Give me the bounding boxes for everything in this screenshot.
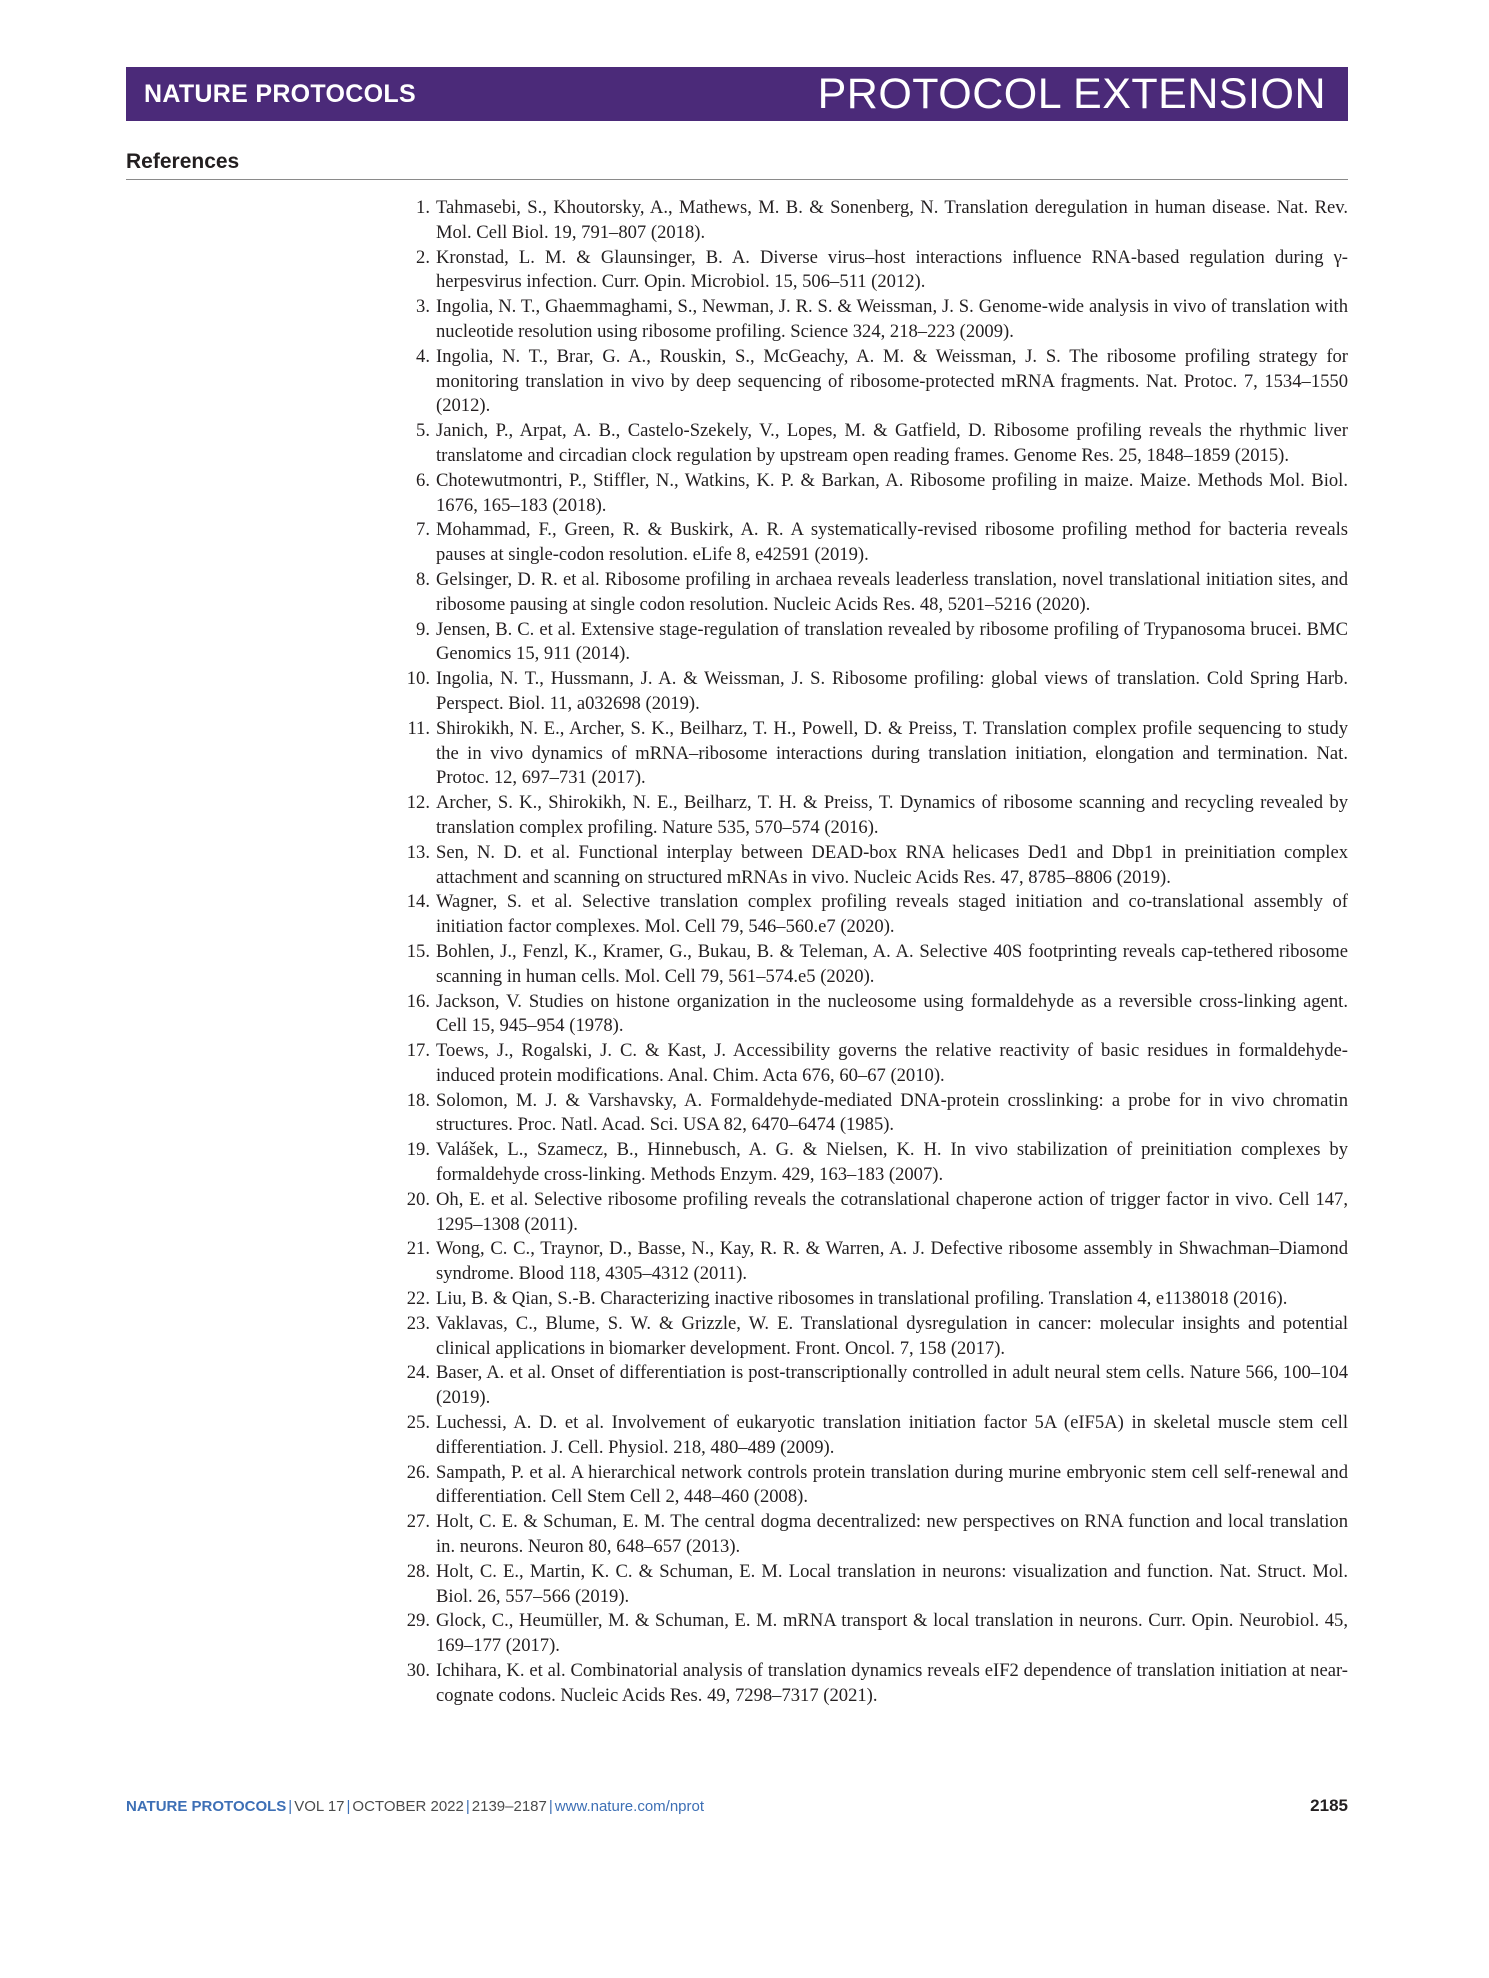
reference-text: Janich, P., Arpat, A. B., Castelo-Szekely, V., Lopes, M. & Gatfield, D. Ribosome profiling reveals the rhythmic liver translatome and circadian clock regulation by upstream open reading frames. Genome Res. 25, 1848–1859 (2015). bbox=[436, 420, 1348, 466]
reference-number: 7. bbox=[416, 519, 430, 541]
footer-citation: NATURE PROTOCOLS | VOL 17 | OCTOBER 2022 | 2139–2187 | www.nature.com/nprot bbox=[126, 1798, 705, 1815]
page-number: 2185 bbox=[1310, 1796, 1348, 1815]
reference-text: Glock, C., Heumüller, M. & Schuman, E. M. mRNA transport & local translation in neurons. Curr. Opin. Neurobiol. 45, 169–177 (2017). bbox=[436, 1610, 1348, 1657]
footer-pages: 2139–2187 bbox=[471, 1798, 547, 1815]
reference-number: 20. bbox=[406, 1188, 430, 1210]
reference-number: 14. bbox=[406, 891, 430, 913]
reference-number: 30. bbox=[406, 1660, 430, 1682]
reference-number: 29. bbox=[406, 1610, 430, 1632]
footer-volume: VOL 17 bbox=[294, 1798, 345, 1815]
reference-item bbox=[402, 345, 1348, 419]
reference-text: Ingolia, N. T., Hussmann, J. A. & Weissman, J. S. Ribosome profiling: global views of translation. Cold Spring Harb. Perspect. Biol. 11, a032698 (2019). bbox=[436, 668, 1348, 714]
reference-item bbox=[402, 667, 1348, 717]
reference-text: Oh, E. et al. Selective ribosome profiling reveals the cotranslational chaperone action of trigger factor in vivo. Cell 147, 1295–1308 (2011). bbox=[436, 1188, 1348, 1235]
reference-item bbox=[402, 618, 1348, 668]
reference-number: 3. bbox=[416, 296, 430, 318]
reference-number: 16. bbox=[406, 990, 430, 1012]
reference-item bbox=[402, 890, 1348, 940]
reference-text: Shirokikh, N. E., Archer, S. K., Beilharz, T. H., Powell, D. & Preiss, T. Translation complex profile sequencing to study the in vivo dynamics of mRNA–ribosome interactions during translation initiation, elongation and termination. Nat. Protoc. 12, 697–731 (2017). bbox=[436, 717, 1348, 789]
reference-text: Solomon, M. J. & Varshavsky, A. Formaldehyde-mediated DNA-protein crosslinking: a probe for in vivo chromatin structures. Proc. Natl. Acad. Sci. USA 82, 6470–6474 (1985). bbox=[436, 1089, 1348, 1136]
reference-text: Holt, C. E. & Schuman, E. M. The central dogma decentralized: new perspectives on RNA function and local translation in. neurons. Neuron 80, 648–657 (2013). bbox=[436, 1511, 1348, 1558]
reference-text: Ingolia, N. T., Ghaemmaghami, S., Newman, J. R. S. & Weissman, J. S. Genome-wide analysis in vivo of translation with nucleotide resolution using ribosome profiling. Science 324, 218–223 (2009). bbox=[436, 296, 1348, 342]
references-heading: References bbox=[126, 150, 1348, 180]
reference-item bbox=[402, 990, 1348, 1040]
reference-item bbox=[402, 1659, 1348, 1709]
reference-number: 26. bbox=[406, 1461, 430, 1483]
footer-url-link[interactable]: www.nature.com/nprot bbox=[554, 1798, 705, 1815]
reference-item bbox=[402, 518, 1348, 568]
reference-item bbox=[402, 1609, 1348, 1659]
reference-text: Ingolia, N. T., Brar, G. A., Rouskin, S., McGeachy, A. M. & Weissman, J. S. The ribosome profiling strategy for monitoring translation in vivo by deep sequencing of ribosome-protected mRNA fragments. Nat. Protoc. 7, 1534–1550 (2012). bbox=[436, 345, 1348, 417]
reference-item bbox=[402, 1287, 1348, 1312]
reference-item bbox=[402, 196, 1348, 246]
reference-text: Holt, C. E., Martin, K. C. & Schuman, E. M. Local translation in neurons: visualization and function. Nat. Struct. Mol. Biol. 26, 557–566 (2019). bbox=[436, 1560, 1348, 1607]
reference-text: Ichihara, K. et al. Combinatorial analysis of translation dynamics reveals eIF2 dependence of translation initiation at near-cognate codons. Nucleic Acids Res. 49, 7298–7317 (2021). bbox=[436, 1660, 1348, 1706]
reference-number: 2. bbox=[416, 246, 430, 268]
reference-number: 6. bbox=[416, 469, 430, 491]
reference-text: Sen, N. D. et al. Functional interplay between DEAD-box RNA helicases Ded1 and Dbp1 in preinitiation complex attachment and scanning on structured mRNAs in vivo. Nucleic Acids Res. 47, 8785–8806 (2019). bbox=[436, 841, 1348, 888]
journal-header-bar bbox=[126, 67, 1348, 121]
reference-text: Sampath, P. et al. A hierarchical network controls protein translation during murine embryonic stem cell self-renewal and differentiation. Cell Stem Cell 2, 448–460 (2008). bbox=[436, 1461, 1348, 1508]
reference-text: Jackson, V. Studies on histone organization in the nucleosome using formaldehyde as a reversible cross-linking agent. Cell 15, 945–954 (1978). bbox=[436, 990, 1348, 1037]
reference-number: 25. bbox=[406, 1412, 430, 1434]
reference-text: Bohlen, J., Fenzl, K., Kramer, G., Bukau, B. & Teleman, A. A. Selective 40S footprinting reveals cap-tethered ribosome scanning in human cells. Mol. Cell 79, 561–574.e5 (2020). bbox=[436, 940, 1348, 987]
reference-text: Valášek, L., Szamecz, B., Hinnebusch, A. G. & Nielsen, K. H. In vivo stabilization of preinitiation complexes by formaldehyde cross-linking. Methods Enzym. 429, 163–183 (2007). bbox=[436, 1139, 1348, 1186]
article-type: PROTOCOL EXTENSION bbox=[817, 69, 1326, 118]
footer-date: OCTOBER 2022 bbox=[352, 1798, 464, 1815]
reference-number: 5. bbox=[416, 420, 430, 442]
reference-item bbox=[402, 568, 1348, 618]
reference-text: Archer, S. K., Shirokikh, N. E., Beilharz, T. H. & Preiss, T. Dynamics of ribosome scanning and recycling revealed by translation complex profiling. Nature 535, 570–574 (2016). bbox=[436, 792, 1348, 838]
reference-item bbox=[402, 1361, 1348, 1411]
reference-text: Liu, B. & Qian, S.-B. Characterizing inactive ribosomes in translational profiling. Translation 4, e1138018 (2016). bbox=[436, 1288, 1288, 1310]
reference-item bbox=[402, 1560, 1348, 1610]
reference-number: 1. bbox=[416, 197, 430, 218]
reference-number: 23. bbox=[406, 1312, 430, 1334]
reference-number: 9. bbox=[416, 618, 430, 640]
reference-list bbox=[402, 196, 1348, 1709]
reference-text: Luchessi, A. D. et al. Involvement of eukaryotic translation initiation factor 5A (eIF5A) in skeletal muscle stem cell differentiation. J. Cell. Physiol. 218, 480–489 (2009). bbox=[436, 1412, 1348, 1458]
reference-number: 15. bbox=[406, 940, 430, 962]
reference-number: 8. bbox=[416, 568, 430, 590]
reference-text: Jensen, B. C. et al. Extensive stage-regulation of translation revealed by ribosome profiling of Trypanosoma brucei. BMC Genomics 15, 911 (2014). bbox=[436, 618, 1348, 665]
page-footer bbox=[126, 1796, 1348, 1816]
reference-item bbox=[402, 1510, 1348, 1560]
reference-text: Wagner, S. et al. Selective translation complex profiling reveals staged initiation and co-translational assembly of initiation factor complexes. Mol. Cell 79, 546–560.e7 (2020). bbox=[436, 891, 1348, 938]
reference-item bbox=[402, 295, 1348, 345]
reference-item bbox=[402, 1089, 1348, 1139]
reference-text: Mohammad, F., Green, R. & Buskirk, A. R. A systematically-revised ribosome profiling method for bacteria reveals pauses at single-codon resolution. eLife 8, e42591 (2019). bbox=[436, 519, 1348, 566]
reference-text: Tahmasebi, S., Khoutorsky, A., Mathews, M. B. & Sonenberg, N. Translation deregulation in human disease. Nat. Rev. Mol. Cell Biol. 19, 791–807 (2018). bbox=[436, 197, 1348, 243]
reference-number: 22. bbox=[406, 1288, 430, 1310]
reference-item bbox=[402, 791, 1348, 841]
reference-number: 11. bbox=[407, 717, 430, 739]
reference-item bbox=[402, 1237, 1348, 1287]
reference-item bbox=[402, 940, 1348, 990]
reference-item bbox=[402, 419, 1348, 469]
reference-number: 28. bbox=[406, 1560, 430, 1582]
reference-item bbox=[402, 717, 1348, 791]
reference-item bbox=[402, 841, 1348, 891]
reference-number: 18. bbox=[406, 1089, 430, 1111]
reference-text: Vaklavas, C., Blume, S. W. & Grizzle, W. E. Translational dysregulation in cancer: molecular insights and potential clinical applications in biomarker development. Front. Oncol. 7, 158 (2017). bbox=[436, 1312, 1348, 1359]
reference-number: 10. bbox=[406, 668, 430, 690]
reference-text: Baser, A. et al. Onset of differentiation is post-transcriptionally controlled in adult neural stem cells. Nature 566, 100–104 (2019). bbox=[436, 1362, 1348, 1409]
reference-number: 27. bbox=[406, 1511, 430, 1533]
reference-number: 17. bbox=[406, 1040, 430, 1062]
reference-number: 19. bbox=[406, 1139, 430, 1161]
reference-number: 21. bbox=[406, 1238, 430, 1260]
reference-number: 13. bbox=[406, 841, 430, 863]
reference-item bbox=[402, 1188, 1348, 1238]
reference-item bbox=[402, 246, 1348, 296]
reference-item bbox=[402, 469, 1348, 519]
reference-number: 4. bbox=[416, 345, 430, 367]
reference-item bbox=[402, 1138, 1348, 1188]
reference-item bbox=[402, 1411, 1348, 1461]
reference-text: Toews, J., Rogalski, J. C. & Kast, J. Accessibility governs the relative reactivity of basic residues in formaldehyde-induced protein modifications. Anal. Chim. Acta 676, 60–67 (2010). bbox=[436, 1040, 1348, 1086]
reference-text: Gelsinger, D. R. et al. Ribosome profiling in archaea reveals leaderless translation, novel translational initiation sites, and ribosome pausing at single codon resolution. Nucleic Acids Res. 48, 5201–5216 (2020). bbox=[436, 568, 1348, 615]
reference-text: Kronstad, L. M. & Glaunsinger, B. A. Diverse virus–host interactions influence RNA-based regulation during γ-herpesvirus infection. Curr. Opin. Microbiol. 15, 506–511 (2012). bbox=[436, 246, 1348, 293]
reference-text: Chotewutmontri, P., Stiffler, N., Watkins, K. P. & Barkan, A. Ribosome profiling in maize. Maize. Methods Mol. Biol. 1676, 165–183 (2018). bbox=[436, 469, 1348, 516]
journal-name: NATURE PROTOCOLS bbox=[144, 79, 416, 108]
reference-item bbox=[402, 1461, 1348, 1511]
reference-item bbox=[402, 1039, 1348, 1089]
reference-item bbox=[402, 1312, 1348, 1362]
reference-number: 24. bbox=[406, 1362, 430, 1384]
reference-number: 12. bbox=[406, 792, 430, 814]
footer-journal: NATURE PROTOCOLS bbox=[126, 1798, 287, 1815]
reference-text: Wong, C. C., Traynor, D., Basse, N., Kay, R. R. & Warren, A. J. Defective ribosome assembly in Shwachman–Diamond syndrome. Blood 118, 4305–4312 (2011). bbox=[436, 1238, 1348, 1285]
